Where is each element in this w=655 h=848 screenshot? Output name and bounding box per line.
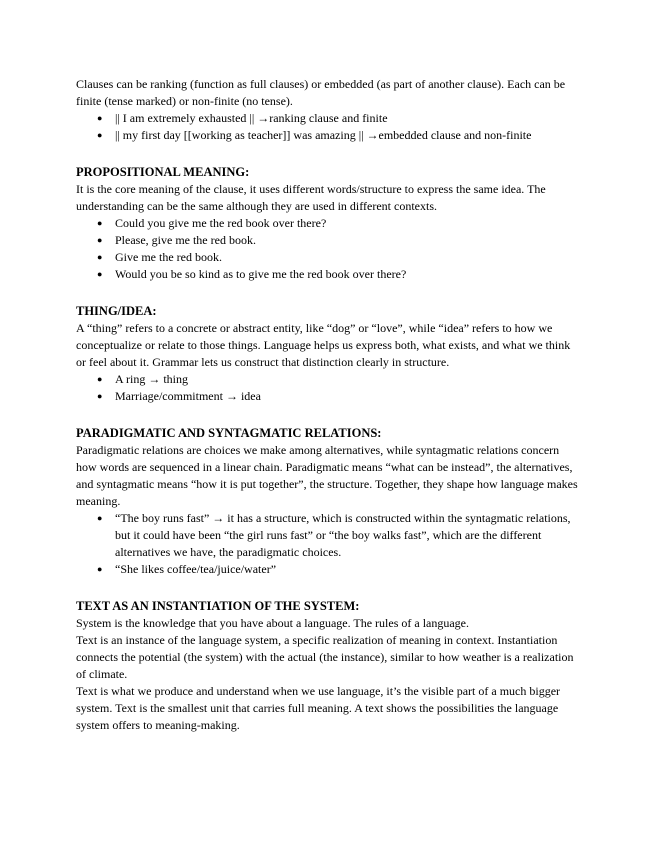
section-heading: THING/IDEA: <box>76 304 157 318</box>
intro-bullet-list <box>76 110 582 144</box>
list-item: ● Could you give me the red book over there? <box>97 216 327 230</box>
bullet-icon: ● <box>97 252 103 262</box>
list-item: ● A ring → thing <box>97 372 189 386</box>
section-paragraph: Paradigmatic relations are choices we make among alternatives, while syntagmatic relations concern how words are sequenced in a linear chain. Paradigmatic means “what can be instead”, the alternatives, and syntagmatic means “how it is put together”, the structure. Together, they shape how language makes meaning. <box>76 443 578 508</box>
bullet-icon: ● <box>97 391 103 401</box>
bullet-icon: ● <box>97 218 103 228</box>
list-item: ● Would you be so kind as to give me the red book over there? <box>97 267 407 281</box>
bullet-icon: ● <box>97 374 103 384</box>
section-propositional-meaning <box>76 164 582 283</box>
section-paragraph: A “thing” refers to a concrete or abstract entity, like “dog” or “love”, while “idea” refers to how we conceptualize or relate to those things. Language helps us express both, what exists, and what we think or feel about it. Grammar lets us construct that distinction clearly in structure. <box>76 321 571 369</box>
list-item: ● || I am extremely exhausted || →ranking clause and finite <box>97 111 388 125</box>
section-bullet-list <box>76 215 582 283</box>
section-heading: PROPOSITIONAL MEANING: <box>76 165 250 179</box>
document-page <box>76 76 582 734</box>
section-paradigmatic-syntagmatic <box>76 425 582 578</box>
section-heading: PARADIGMATIC AND SYNTAGMATIC RELATIONS: <box>76 426 382 440</box>
section-text-instantiation <box>76 598 582 734</box>
list-item: ● “The boy runs fast” → it has a structure, which is constructed within the syntagmatic relations, but it could have been “the girl runs fast” or “the boy walks fast”, which are the different alternatives we have, the paradigmatic choices. <box>97 511 571 559</box>
section-bullet-list <box>76 510 582 578</box>
section-heading: TEXT AS AN INSTANTIATION OF THE SYSTEM: <box>76 599 360 613</box>
section-paragraph: Text is what we produce and understand when we use language, it’s the visible part of a much bigger system. Text is the smallest unit that carries full meaning. A text shows the possibilities the language system offers to meaning-making. <box>76 684 561 732</box>
bullet-icon: ● <box>97 113 103 123</box>
section-bullet-list <box>76 371 582 405</box>
list-item: ● || my first day [[working as teacher]] was amazing || →embedded clause and non-finite <box>97 128 532 142</box>
section-paragraph: Text is an instance of the language system, a specific realization of meaning in context. Instantiation connects the potential (the system) with the actual (the instance), similar to how weather is a realization of climate. <box>76 633 574 681</box>
section-thing-idea <box>76 303 582 405</box>
section-paragraph: System is the knowledge that you have about a language. The rules of a language. <box>76 616 469 630</box>
intro-block <box>76 76 582 144</box>
list-item: ● Give me the red book. <box>97 250 222 264</box>
bullet-icon: ● <box>97 513 103 523</box>
list-item: ● Please, give me the red book. <box>97 233 256 247</box>
bullet-icon: ● <box>97 235 103 245</box>
bullet-icon: ● <box>97 564 103 574</box>
list-item: ● Marriage/commitment → idea <box>97 389 261 403</box>
section-paragraph: It is the core meaning of the clause, it uses different words/structure to express the same idea. The understanding can be the same although they are used in different contexts. <box>76 182 546 213</box>
list-item: ● “She likes coffee/tea/juice/water” <box>97 562 277 576</box>
intro-paragraph: Clauses can be ranking (function as full clauses) or embedded (as part of another clause). Each can be finite (tense marked) or non-finite (no tense). <box>76 77 566 108</box>
bullet-icon: ● <box>97 130 103 140</box>
bullet-icon: ● <box>97 269 103 279</box>
